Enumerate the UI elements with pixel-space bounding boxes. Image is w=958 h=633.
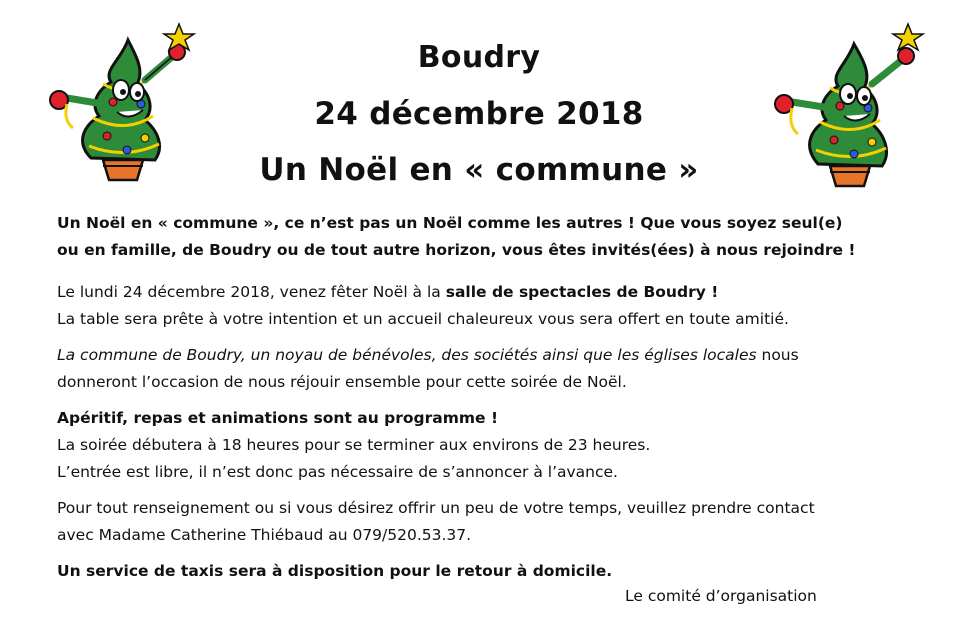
contact-paragraph (57, 495, 918, 549)
page-title: Un Noël en « commune » (259, 152, 699, 188)
organizers-line (57, 342, 918, 369)
flyer-body (57, 210, 918, 594)
organizers-list: La commune de Boudry, un noyau de bénévoles, des sociétés ainsi que les églises locales (57, 346, 757, 364)
invitation-line: La table sera prête à votre intention et un accueil chaleureux vous sera offert en toute amitié. (57, 310, 789, 328)
invitation-text: Le lundi 24 décembre 2018, venez fêter Noël à la (57, 283, 446, 301)
program-line: La soirée débutera à 18 heures pour se terminer aux environs de 23 heures. (57, 436, 651, 454)
contact-line: Pour tout renseignement ou si vous désirez offrir un peu de votre temps, veuillez prendre contact (57, 499, 815, 517)
program-heading: Apéritif, repas et animations sont au programme ! (57, 409, 499, 427)
organizers-text: nous (756, 346, 799, 364)
intro-line: Un Noël en « commune », ce n’est pas un Noël comme les autres ! Que vous soyez seul(e) (57, 214, 843, 232)
organizers-paragraph (57, 342, 918, 396)
venue-name: salle de spectacles de Boudry ! (445, 283, 719, 301)
intro-paragraph (57, 210, 918, 264)
invitation-paragraph (57, 279, 918, 333)
invitation-line (57, 279, 918, 306)
location-heading: Boudry (417, 40, 541, 75)
intro-line: ou en famille, de Boudry ou de tout autre horizon, vous êtes invités(ées) à nous rejoindre ! (57, 241, 856, 259)
program-line: L’entrée est libre, il n’est donc pas nécessaire de s’annoncer à l’avance. (57, 463, 618, 481)
title-block (0, 30, 958, 198)
program-paragraph (57, 405, 918, 486)
organizers-line: donneront l’occasion de nous réjouir ensemble pour cette soirée de Noël. (57, 373, 627, 391)
taxi-notice: Un service de taxis sera à disposition pour le retour à domicile. (57, 562, 613, 580)
date-heading: 24 décembre 2018 (314, 96, 644, 132)
signature: Le comité d’organisation (625, 587, 817, 605)
contact-line: avec Madame Catherine Thiébaud au 079/520.53.37. (57, 526, 472, 544)
